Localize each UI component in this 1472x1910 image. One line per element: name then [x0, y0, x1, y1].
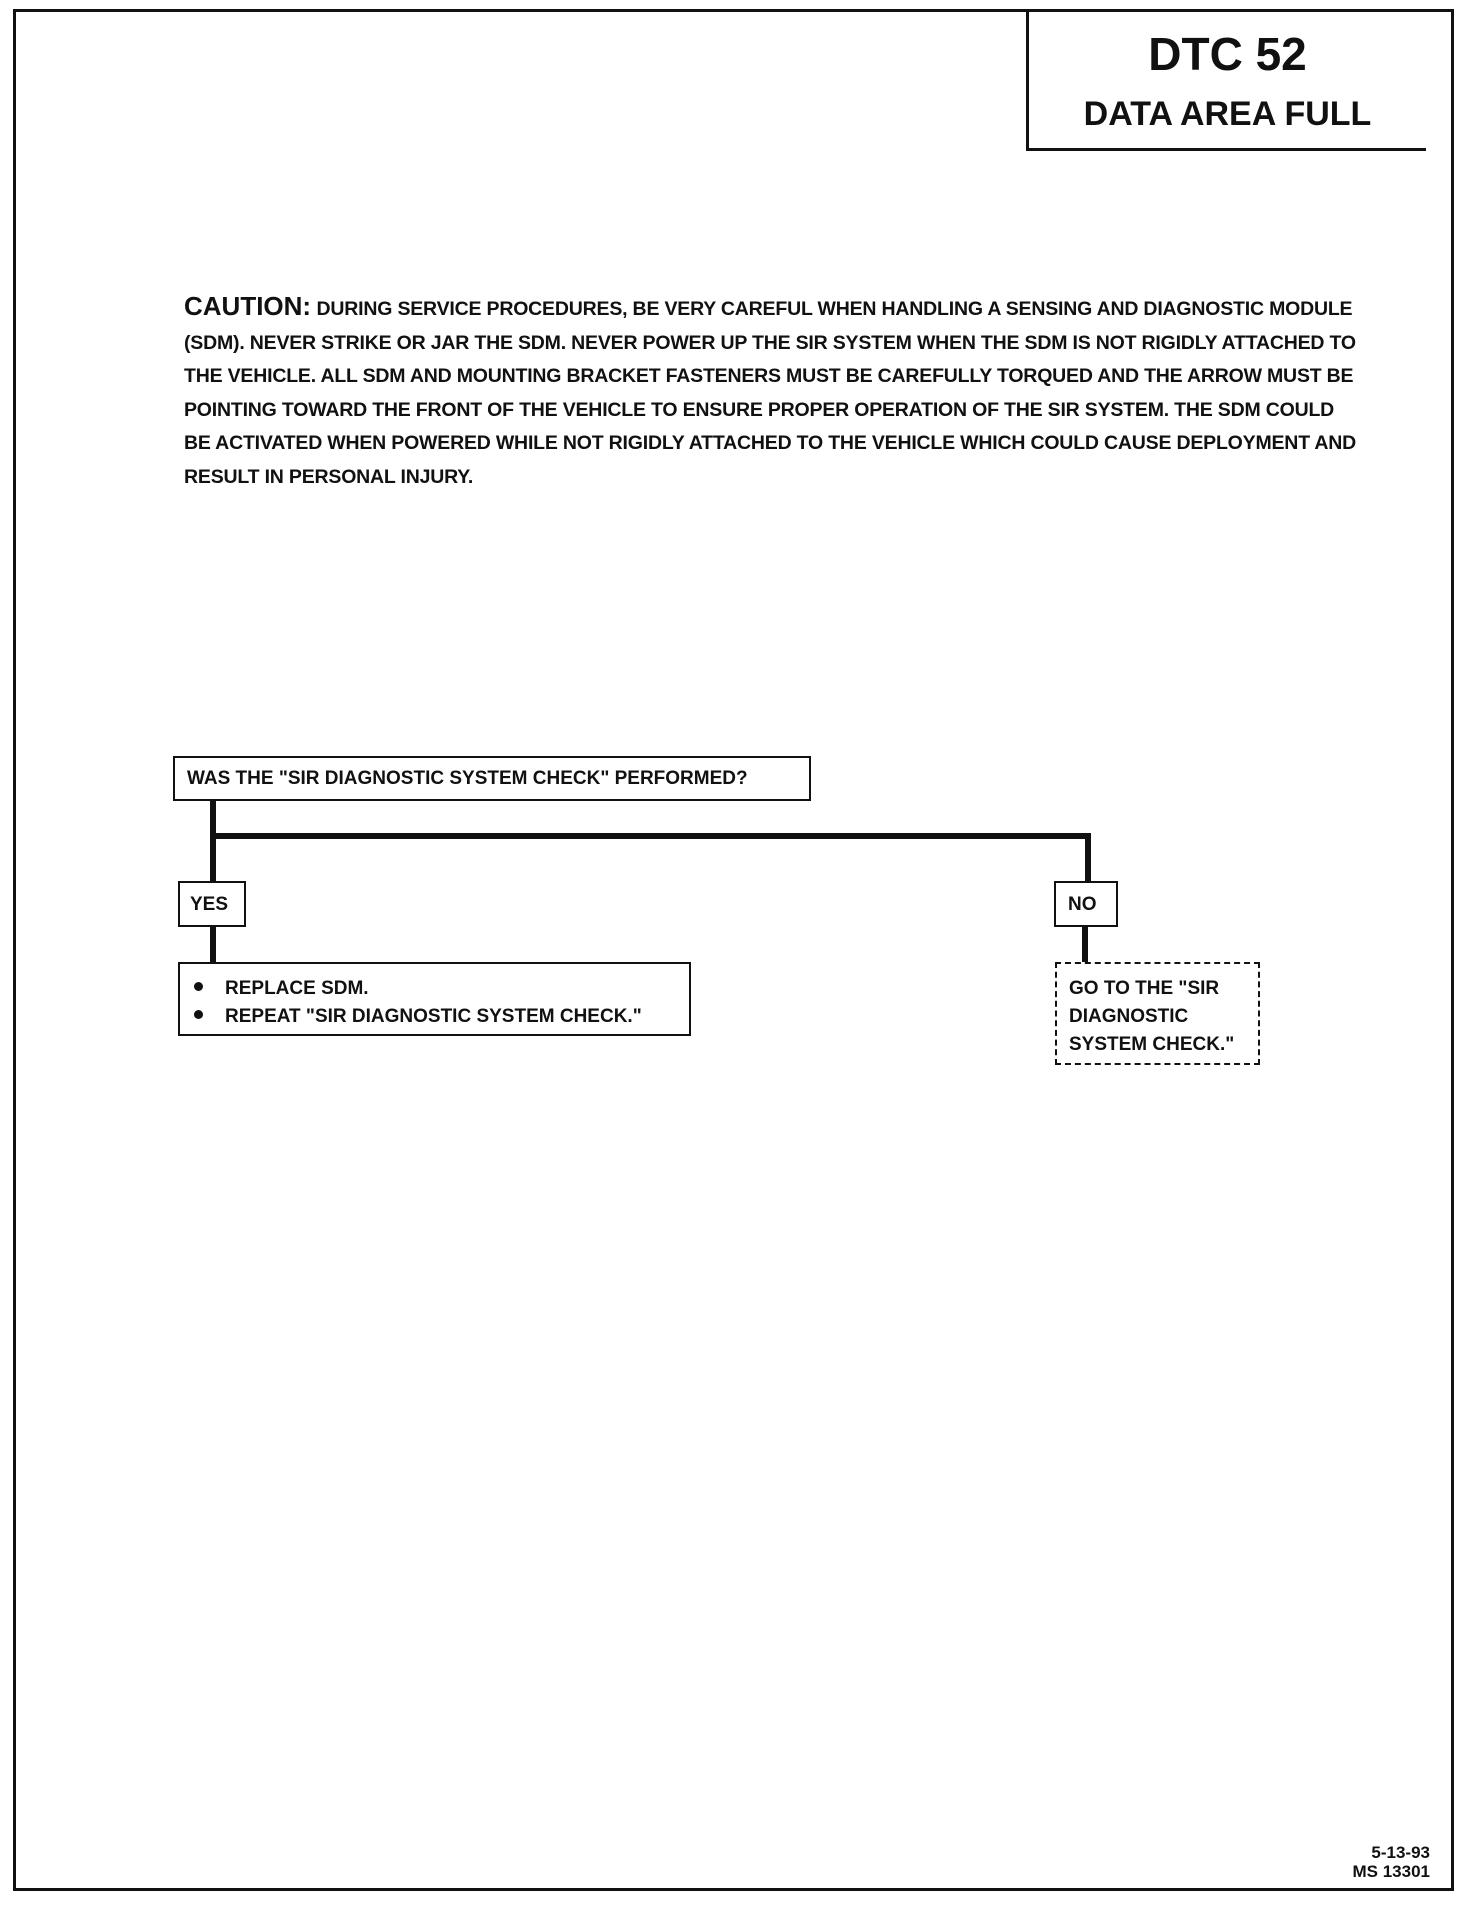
action-item — [194, 975, 689, 1003]
bullet-icon — [194, 982, 203, 991]
no-action-box — [1055, 962, 1260, 1065]
caution-label: CAUTION: — [184, 291, 312, 321]
action-item — [194, 1003, 689, 1031]
yes-action-box — [178, 962, 691, 1036]
no-action-line: DIAGNOSTIC — [1069, 1006, 1189, 1027]
yes-label: YES — [190, 894, 229, 915]
bullet-icon — [194, 1010, 203, 1019]
yes-box — [178, 881, 246, 927]
no-action-line: GO TO THE "SIR — [1069, 978, 1220, 999]
no-action-line: SYSTEM CHECK." — [1069, 1034, 1235, 1055]
dtc-name: DATA AREA FULL — [1083, 95, 1372, 133]
footer-reference — [1353, 1843, 1431, 1881]
action-text: REPLACE SDM. — [225, 978, 369, 999]
question-box — [173, 756, 811, 801]
footer-date: 5-13-93 — [1371, 1843, 1430, 1862]
no-box — [1054, 881, 1118, 927]
question-text: WAS THE "SIR DIAGNOSTIC SYSTEM CHECK" PERFORMED? — [187, 768, 748, 789]
footer-ref: MS 13301 — [1352, 1862, 1430, 1881]
no-label: NO — [1068, 894, 1097, 915]
caution-body: DURING SERVICE PROCEDURES, BE VERY CAREFUL WHEN HANDLING A SENSING AND DIAGNOSTIC MODULE (SDM). NEVER STRIKE OR JAR THE SDM. NEVER POWER UP THE SIR SYSTEM WHEN THE SDM IS NOT RIGIDLY ATTACHED TO THE VEHICLE. ALL SDM AND MOUNTING BRACKET FASTENERS MUST BE CAREFULLY TORQUED AND THE ARROW MUST BE POINTING TOWARD THE FRONT OF THE VEHICLE TO ENSURE PROPER OPERATION OF THE SIR SYSTEM. THE SDM COULD BE ACTIVATED WHEN POWERED WHILE NOT RIGIDLY ATTACHED TO THE VEHICLE WHICH COULD CAUSE DEPLOYMENT AND RESULT IN PERSONAL INJURY. — [184, 298, 1357, 488]
action-text: REPEAT "SIR DIAGNOSTIC SYSTEM CHECK." — [225, 1006, 642, 1027]
dtc-code: DTC 52 — [1148, 28, 1307, 80]
